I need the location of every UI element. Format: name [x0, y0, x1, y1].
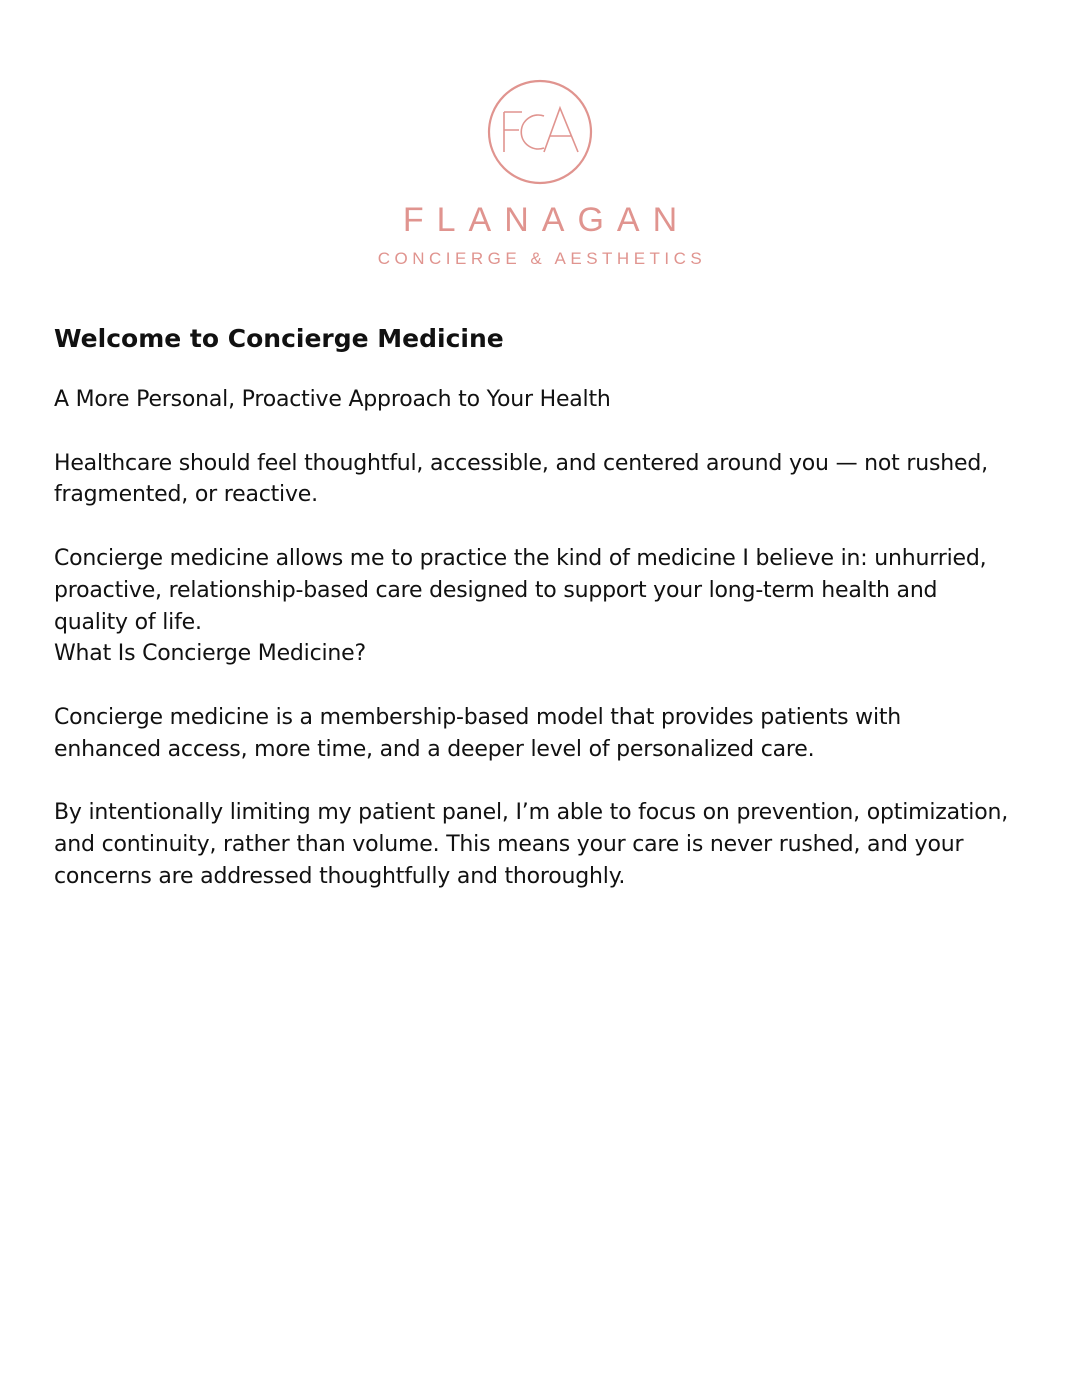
paragraph-intro: Healthcare should feel thoughtful, accessible, and centered around you — not rushed, fragmented, or reactive.: [54, 450, 988, 508]
paragraph-panel: By intentionally limiting my patient panel, I’m able to focus on prevention, optimization, and continuity, rather than volume. This means your care is never rushed, and your concerns are addressed thoughtfully and thoroughly.: [54, 800, 1009, 889]
paragraph-definition: Concierge medicine is a membership-based model that provides patients with enhanced access, more time, and a deeper level of personalized care.: [54, 704, 902, 762]
section-heading: What Is Concierge Medicine?: [54, 641, 366, 667]
document-body: [54, 320, 1014, 925]
fca-monogram-icon: [486, 78, 594, 186]
paragraph-philosophy: Concierge medicine allows me to practice the kind of medicine I believe in: unhurried, proactive, relationship-based care designed to support your long-term health and quality of life.: [54, 545, 987, 635]
brand-logo: [0, 78, 1080, 270]
subtitle: A More Personal, Proactive Approach to Your Health: [54, 387, 611, 412]
brand-subtitle: CONCIERGE & AESTHETICS: [377, 249, 707, 268]
page-title: Welcome to Concierge Medicine: [54, 324, 504, 353]
brand-name: FLANAGAN: [402, 201, 691, 239]
